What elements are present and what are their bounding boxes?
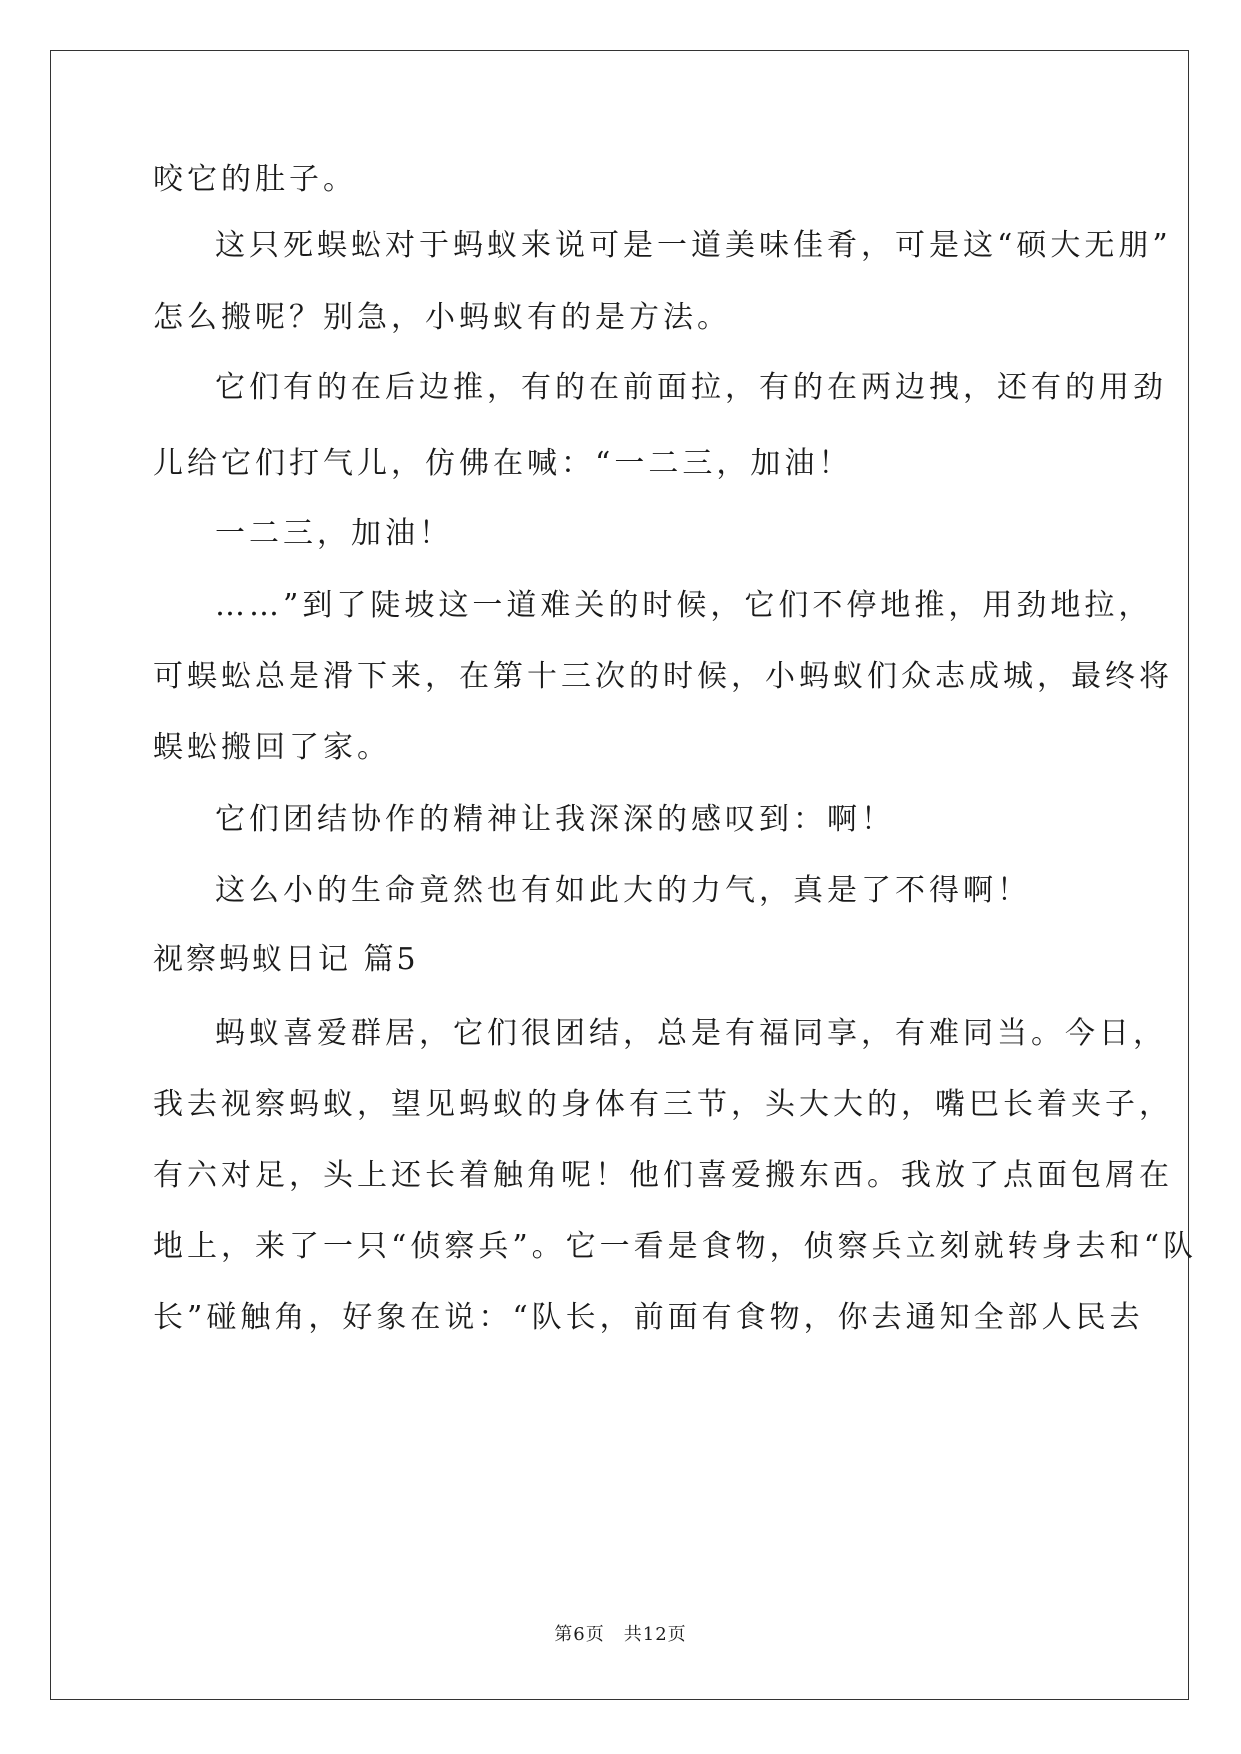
paragraph-line: 它们有的在后边推，有的在前面拉，有的在两边拽，还有的用劲	[215, 370, 1167, 405]
text-line: 怎么搬呢？别急，小蚂蚁有的是方法。	[153, 300, 731, 335]
text-line: 儿给它们打气儿，仿佛在喊：“一二三，加油！	[153, 446, 853, 481]
paragraph-line: 它们团结协作的精神让我深深的感叹到：啊！	[215, 802, 895, 837]
paragraph-line: ……”到了陡坡这一道难关的时候，它们不停地推，用劲地拉，	[215, 588, 1153, 623]
paragraph-line: 这么小的生命竟然也有如此大的力气，真是了不得啊！	[215, 873, 1031, 908]
text-line: 长”碰触角，好象在说：“队长，前面有食物，你去通知全部人民去	[153, 1300, 1144, 1335]
paragraph-line: 蚂蚁喜爱群居，它们很团结，总是有福同享，有难同当。今日，	[215, 1016, 1167, 1051]
text-line: 有六对足，头上还长着触角呢！他们喜爱搬东西。我放了点面包屑在	[153, 1158, 1173, 1193]
text-line: 咬它的肚子。	[153, 162, 357, 197]
text-line: 我去视察蚂蚁，望见蚂蚁的身体有三节，头大大的，嘴巴长着夹子，	[153, 1087, 1173, 1122]
text-line: 地上，来了一只“侦察兵”。它一看是食物，侦察兵立刻就转身去和“队	[153, 1229, 1198, 1264]
text-line: 可蜈蚣总是滑下来，在第十三次的时候，小蚂蚁们众志成城，最终将	[153, 659, 1173, 694]
paragraph-line: 这只死蜈蚣对于蚂蚁来说可是一道美味佳肴，可是这“硕大无朋”	[215, 228, 1172, 263]
text-line: 蜈蚣搬回了家。	[153, 730, 391, 765]
paragraph-line: 一二三，加油！	[215, 516, 453, 551]
page-number-footer: 第6页 共12页	[554, 1624, 687, 1645]
section-heading: 视察蚂蚁日记 篇5	[153, 942, 419, 977]
